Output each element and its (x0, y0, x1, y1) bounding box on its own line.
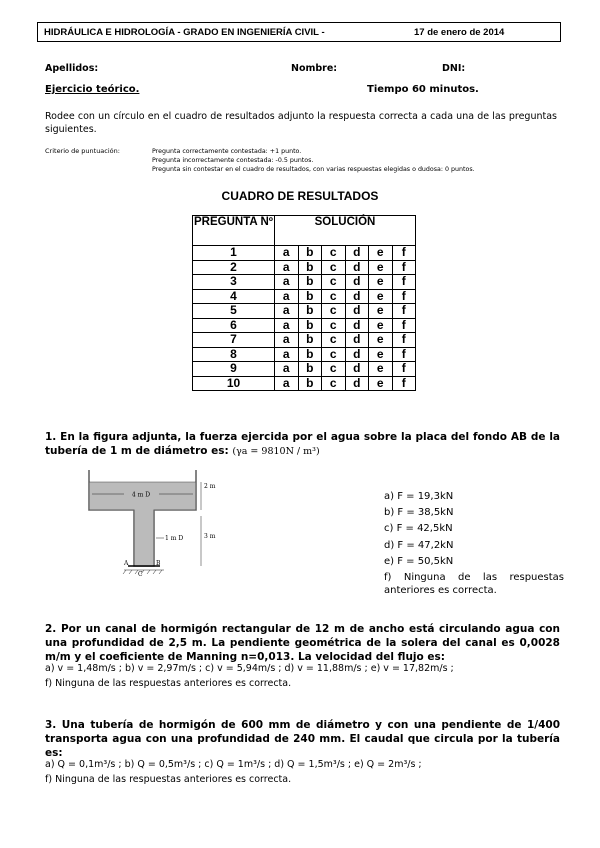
answer-option-b[interactable]: b (298, 318, 322, 333)
results-row (193, 362, 416, 377)
answer-option-e[interactable]: e (369, 376, 393, 391)
solution-column-header: SOLUCIÓN (275, 216, 416, 246)
results-row (193, 347, 416, 362)
option-a: a) F = 19,3kN (384, 491, 454, 502)
answer-option-c[interactable]: c (322, 318, 346, 333)
results-row (193, 260, 416, 275)
answer-option-e[interactable]: e (369, 347, 393, 362)
results-row (193, 246, 416, 261)
question-number: 1. (45, 431, 57, 443)
answer-option-d[interactable]: d (345, 289, 369, 304)
answer-option-c[interactable]: c (322, 376, 346, 391)
exam-title: Ejercicio teórico. (45, 84, 140, 95)
height-3m-label: 3 m (204, 533, 216, 540)
apellidos-label: Apellidos: (45, 63, 99, 74)
answer-option-e[interactable]: e (369, 260, 393, 275)
answer-option-f[interactable]: f (392, 289, 416, 304)
dni-label: DNI: (442, 63, 466, 74)
answer-option-d[interactable]: d (345, 333, 369, 348)
answer-option-e[interactable]: e (369, 362, 393, 377)
results-row (193, 275, 416, 290)
question-number: 3. (45, 719, 57, 731)
answer-option-a[interactable]: a (275, 246, 299, 261)
question-1 (45, 430, 560, 459)
question-2-options (45, 662, 565, 691)
point-a-label: A (124, 560, 129, 567)
answer-option-a[interactable]: a (275, 260, 299, 275)
question-text: En la figura adjunta, la fuerza ejercida por el agua sobre la placa del fondo AB de la tubería de 1 m de diámetro es: (45, 431, 561, 457)
answer-option-d[interactable]: d (345, 347, 369, 362)
answer-option-c[interactable]: c (322, 275, 346, 290)
results-row (193, 304, 416, 319)
answer-option-b[interactable]: b (298, 347, 322, 362)
answer-option-c[interactable]: c (322, 347, 346, 362)
question-1-options (384, 489, 564, 597)
answer-option-f[interactable]: f (392, 304, 416, 319)
height-2m-label: 2 m (204, 483, 216, 490)
answer-option-a[interactable]: a (275, 376, 299, 391)
answer-option-f[interactable]: f (392, 275, 416, 290)
answer-option-b[interactable]: b (298, 275, 322, 290)
criteria-item: Pregunta incorrectamente contestada: -0.5 puntos. (152, 157, 314, 164)
tank-diameter-label: 4 m D (131, 491, 151, 499)
question-number-cell: 2 (193, 260, 275, 275)
answer-option-d[interactable]: d (345, 376, 369, 391)
option-e: e) F = 50,5kN (384, 555, 454, 567)
instructions: Rodee con un círculo en el cuadro de resultados adjunto la respuesta correcta a cada una de las preguntas siguientes. (45, 111, 557, 135)
exam-time: Tiempo 60 minutos. (367, 84, 479, 95)
course-title: HIDRÁULICA E HIDROLOGÍA - GRADO EN INGENIERÍA CIVIL - (44, 27, 325, 38)
answer-option-e[interactable]: e (369, 318, 393, 333)
question-number-cell: 3 (193, 275, 275, 290)
answer-option-f[interactable]: f (392, 318, 416, 333)
option-f: f) Ninguna de las respuestas anteriores es correcta. (45, 677, 292, 689)
point-b-label: B (156, 560, 161, 567)
answer-option-f[interactable]: f (392, 362, 416, 377)
question-number-cell: 7 (193, 333, 275, 348)
answer-option-a[interactable]: a (275, 318, 299, 333)
option-b: b) F = 38,5kN (384, 507, 454, 519)
answer-option-d[interactable]: d (345, 275, 369, 290)
answer-option-c[interactable]: c (322, 260, 346, 275)
options-line: a) v = 1,48m/s ; b) v = 2,97m/s ; c) v = 5,94m/s ; d) v = 11,88m/s ; e) v = 17,82m/s ; (45, 663, 454, 674)
option-f: f) Ninguna de las respuestas anteriores es correcta. (384, 572, 564, 596)
answer-option-a[interactable]: a (275, 275, 299, 290)
pipe-diameter-label: 1 m D (165, 535, 184, 542)
answer-option-e[interactable]: e (369, 333, 393, 348)
answer-option-c[interactable]: c (322, 304, 346, 319)
answer-option-c[interactable]: c (322, 289, 346, 304)
question-3-options (45, 757, 565, 787)
page-header (37, 22, 561, 42)
answer-option-f[interactable]: f (392, 246, 416, 261)
answer-option-a[interactable]: a (275, 347, 299, 362)
answer-option-d[interactable]: d (345, 362, 369, 377)
answer-option-e[interactable]: e (369, 304, 393, 319)
option-d: d) F = 47,2kN (384, 539, 454, 551)
question-number-cell: 5 (193, 304, 275, 319)
answer-option-a[interactable]: a (275, 289, 299, 304)
answer-option-e[interactable]: e (369, 275, 393, 290)
question-number-cell: 8 (193, 347, 275, 362)
question-column-header: PREGUNTA Nº (193, 216, 275, 246)
results-table (192, 215, 416, 391)
answer-option-c[interactable]: c (322, 362, 346, 377)
answer-option-a[interactable]: a (275, 333, 299, 348)
criteria-label: Criterio de puntuación: (45, 147, 120, 155)
answer-option-f[interactable]: f (392, 347, 416, 362)
answer-option-d[interactable]: d (345, 246, 369, 261)
answer-option-e[interactable]: e (369, 289, 393, 304)
question-number-cell: 1 (193, 246, 275, 261)
gamma-formula: (γa = 9810N / m³) (232, 446, 320, 457)
answer-option-b[interactable]: b (298, 260, 322, 275)
exam-date: 17 de enero de 2014 (414, 27, 505, 38)
results-row (193, 289, 416, 304)
answer-option-d[interactable]: d (345, 260, 369, 275)
answer-option-b[interactable]: b (298, 246, 322, 261)
answer-option-d[interactable]: d (345, 318, 369, 333)
answer-option-f[interactable]: f (392, 333, 416, 348)
criteria-item: Pregunta correctamente contestada: +1 punto. (152, 148, 302, 155)
answer-option-c[interactable]: c (322, 246, 346, 261)
question-text: Por un canal de hormigón rectangular de 12 m de ancho está circulando agua con una profundidad de 2,5 m. La pendiente geométrica de la solera del canal es 0,0028 m/m y el coeficiente de Manning n=0,013. La velocidad del flujo es: (45, 623, 560, 663)
answer-option-f[interactable]: f (392, 260, 416, 275)
question-number-cell: 10 (193, 376, 275, 391)
results-header-row (193, 216, 416, 246)
answer-option-f[interactable]: f (392, 376, 416, 391)
point-c-label: C (138, 571, 143, 578)
question-text: Una tubería de hormigón de 600 mm de diámetro y con una pendiente de 1/400 transporta agua con una profundidad de 240 mm. El caudal que circula por la tubería es: (45, 719, 560, 759)
question-number-cell: 4 (193, 289, 275, 304)
question-number-cell: 6 (193, 318, 275, 333)
answer-option-e[interactable]: e (369, 246, 393, 261)
pipe-water (135, 509, 153, 566)
results-row (193, 376, 416, 391)
option-f: f) Ninguna de las respuestas anteriores es correcta. (45, 774, 292, 785)
criteria-list (152, 147, 475, 174)
answer-option-b[interactable]: b (298, 362, 322, 377)
answer-option-b[interactable]: b (298, 376, 322, 391)
nombre-label: Nombre: (291, 63, 338, 74)
answer-option-b[interactable]: b (298, 289, 322, 304)
results-row (193, 318, 416, 333)
answer-option-d[interactable]: d (345, 304, 369, 319)
question-number: 2. (45, 623, 57, 635)
question-number-cell: 9 (193, 362, 275, 377)
question-2 (45, 622, 560, 664)
results-title: CUADRO DE RESULTADOS (221, 189, 379, 203)
answer-option-a[interactable]: a (275, 304, 299, 319)
answer-option-c[interactable]: c (322, 333, 346, 348)
answer-option-b[interactable]: b (298, 304, 322, 319)
results-row (193, 333, 416, 348)
criteria-item: Pregunta sin contestar en el cuadro de resultados, con varias respuestas elegidas o dudosa: 0 puntos. (152, 166, 475, 173)
answer-option-b[interactable]: b (298, 333, 322, 348)
tank-pipe-figure (84, 470, 224, 582)
answer-option-a[interactable]: a (275, 362, 299, 377)
option-c: c) F = 42,5kN (384, 523, 453, 535)
question-3 (45, 718, 560, 760)
options-line: a) Q = 0,1m³/s ; b) Q = 0,5m³/s ; c) Q = 1m³/s ; d) Q = 1,5m³/s ; e) Q = 2m³/s ; (45, 759, 422, 770)
